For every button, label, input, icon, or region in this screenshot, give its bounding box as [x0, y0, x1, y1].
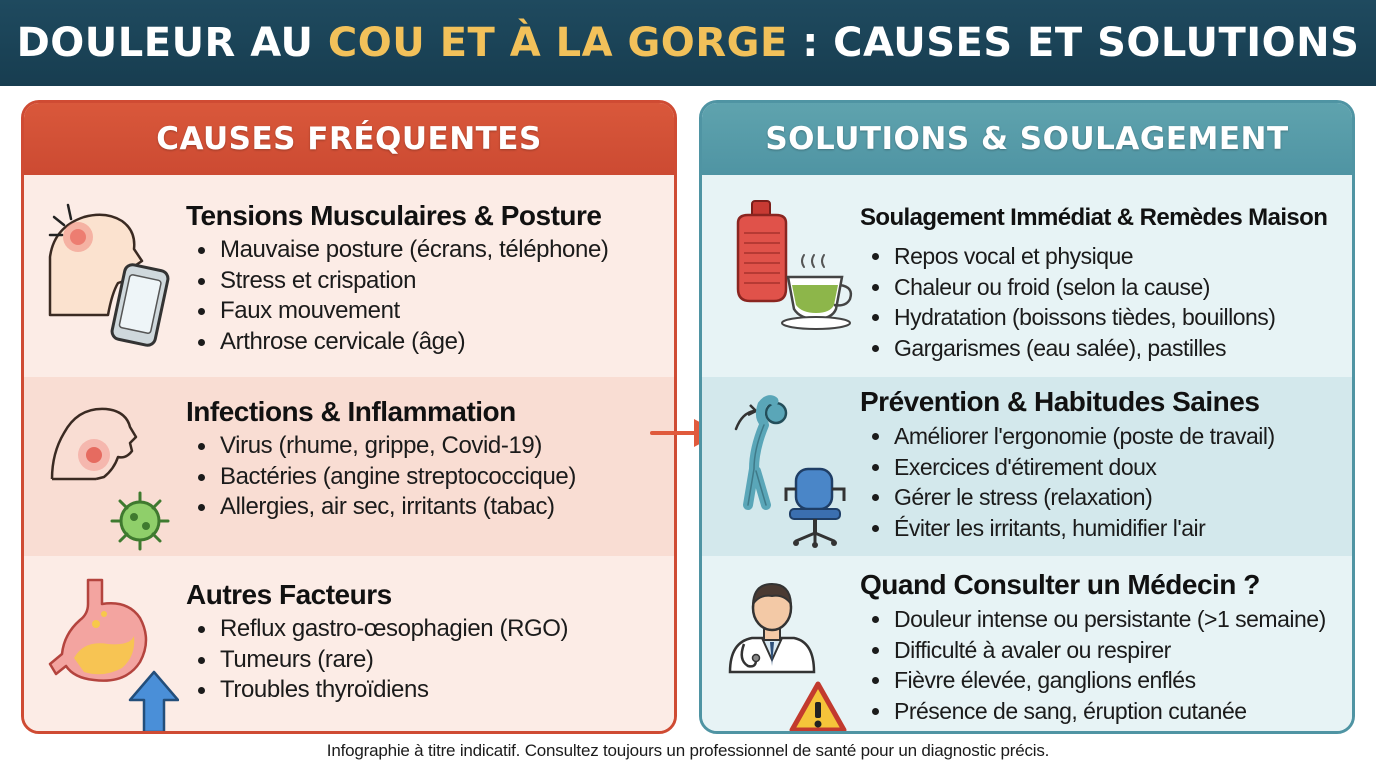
causes-section-posture: [24, 175, 674, 377]
section-title: Quand Consulter un Médecin ?: [860, 569, 1260, 600]
causes-posture-text: [186, 199, 668, 357]
neck-pain-phone-icon: [44, 197, 179, 357]
list-item: Gérer le stress (relaxation): [860, 482, 1350, 513]
list-item: Mauvaise posture (écrans, téléphone): [186, 235, 668, 266]
list-item: Hydratation (boissons tièdes, bouillons): [860, 302, 1350, 333]
stomach-reflux-icon: [44, 574, 179, 734]
list-item: Difficulté à avaler ou respirer: [860, 635, 1350, 666]
list-item: Éviter les irritants, humidifier l'air: [860, 513, 1350, 544]
list-item: Améliorer l'ergonomie (poste de travail): [860, 421, 1350, 452]
solutions-prevention-text: [860, 385, 1350, 543]
hot-water-bottle-tea-icon: [724, 197, 859, 357]
list-item: Stress et crispation: [186, 266, 668, 297]
list-item: Repos vocal et physique: [860, 241, 1350, 272]
footer-disclaimer: Infographie à titre indicatif. Consultez toujours un professionnel de santé pour un diagnostic précis.: [326, 741, 1050, 760]
solutions-section-doctor: [702, 556, 1352, 734]
list-item: Bactéries (angine streptococcique): [186, 462, 668, 493]
list-item: Chaleur ou froid (selon la cause): [860, 272, 1350, 303]
solutions-doctor-text: [860, 568, 1350, 726]
causes-panel-title: CAUSES FRÉQUENTES: [24, 103, 674, 175]
solutions-panel: [699, 100, 1355, 734]
list-item: Arthrose cervicale (âge): [186, 327, 668, 358]
section-title: Infections & Inflammation: [186, 396, 516, 427]
page-title: DOULEUR AU COU ET À LA GORGE : CAUSES ET SOLUTIONS: [16, 20, 1360, 66]
solutions-section-prevention: [702, 377, 1352, 556]
title-highlight: COU ET À LA GORGE: [327, 20, 788, 66]
list-item: Exercices d'étirement doux: [860, 452, 1350, 483]
causes-section-infections: [24, 377, 674, 556]
section-title: Prévention & Habitudes Saines: [860, 386, 1260, 417]
list-item: Virus (rhume, grippe, Covid-19): [186, 431, 668, 462]
list-item: Tumeurs (rare): [186, 645, 668, 676]
stretching-office-chair-icon: [724, 389, 859, 549]
solutions-panel-title: SOLUTIONS & SOULAGEMENT: [702, 103, 1352, 175]
causes-section-other: [24, 556, 674, 734]
list-item: Présence de sang, éruption cutanée: [860, 696, 1350, 727]
bullet-list: [860, 604, 1350, 726]
section-title: Autres Facteurs: [186, 579, 392, 610]
list-item: Allergies, air sec, irritants (tabac): [186, 492, 668, 523]
doctor-warning-icon: [724, 576, 859, 734]
bullet-list: [186, 235, 668, 357]
bullet-list: [860, 241, 1350, 363]
list-item: Fièvre élevée, ganglions enflés: [860, 665, 1350, 696]
bullet-list: [186, 614, 668, 706]
list-item: Douleur intense ou persistante (>1 semaine): [860, 604, 1350, 635]
causes-infections-text: [186, 395, 668, 523]
header-banner: [0, 0, 1376, 86]
bullet-list: [186, 431, 668, 523]
list-item: Faux mouvement: [186, 296, 668, 327]
causes-other-text: [186, 578, 668, 706]
solutions-relief-text: [860, 201, 1350, 363]
throat-infection-virus-icon: [44, 393, 179, 553]
list-item: Gargarismes (eau salée), pastilles: [860, 333, 1350, 364]
list-item: Troubles thyroïdiens: [186, 675, 668, 706]
section-title: Tensions Musculaires & Posture: [186, 200, 602, 231]
list-item: Reflux gastro-œsophagien (RGO): [186, 614, 668, 645]
section-title: Soulagement Immédiat & Remèdes Maison: [860, 204, 1328, 231]
solutions-section-relief: [702, 175, 1352, 377]
bullet-list: [860, 421, 1350, 543]
causes-panel: [21, 100, 677, 734]
